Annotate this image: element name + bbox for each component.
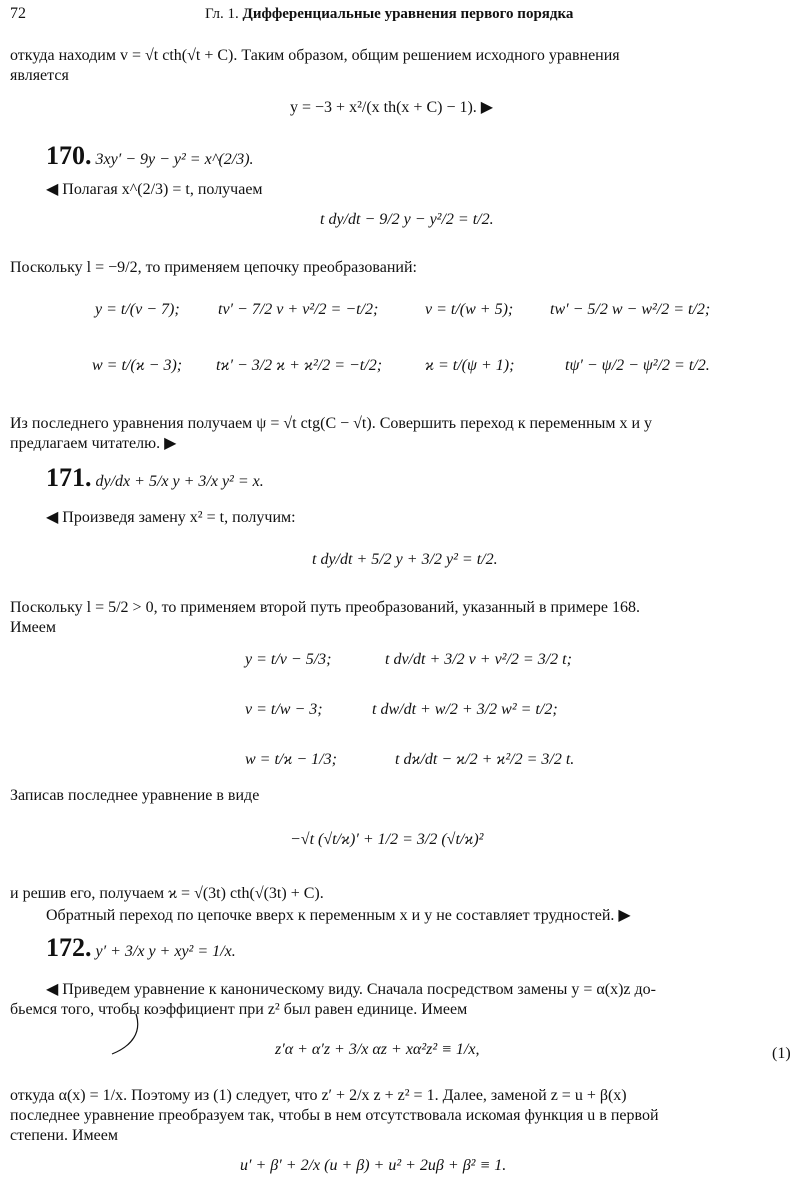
problem-172-number: 172. <box>46 933 92 962</box>
problem-171-number: 171. <box>46 463 92 492</box>
running-header <box>205 4 573 24</box>
problem-170-since: Поскольку l = −9/2, то применяем цепочку преобразований: <box>10 259 417 276</box>
problem-172-eq-1: z′α + α′z + 3/x αz + xα²z² ≡ 1/x, <box>275 1041 480 1058</box>
problem-170-result-2: предлагаем читателю. ▶ <box>10 435 177 452</box>
problem-171-have: Имеем <box>10 619 57 636</box>
problem-170-substitution: ◀ Полагая x^(2/3) = t, получаем <box>46 181 263 198</box>
problem-170-header <box>46 141 254 170</box>
chain-2-2: tϰ′ − 3/2 ϰ + ϰ²/2 = −t/2; <box>216 357 383 374</box>
problem-171-write: Записав последнее уравнение в виде <box>10 787 260 804</box>
general-solution: y = −3 + x²/(x th(x + C) − 1). ▶ <box>290 99 494 116</box>
problem-170-number: 170. <box>46 141 92 170</box>
margin-pencil-mark <box>108 1010 148 1060</box>
problem-171-header <box>46 463 264 492</box>
intro-line-2: является <box>10 67 69 84</box>
chain-1-1: y = t/(v − 7); <box>95 301 180 318</box>
page-number: 72 <box>10 5 26 22</box>
problem-171-solve: и решив его, получаем ϰ = √(3t) cth(√(3t) + C). <box>10 885 324 902</box>
chain-2-3: ϰ = t/(ψ + 1); <box>425 357 515 374</box>
system-left-1: y = t/v − 5/3; <box>245 651 332 668</box>
system-right-2: t dw/dt + w/2 + 3/2 w² = t/2; <box>372 701 558 718</box>
problem-172-equation: y′ + 3/x y + xy² = 1/x. <box>95 943 236 960</box>
problem-171-equation: dy/dx + 5/x y + 3/x y² = x. <box>95 473 264 490</box>
problem-172-from-2: последнее уравнение преобразуем так, чтобы в нем отсутствовала искомая функция u в первой <box>10 1107 659 1124</box>
intro-line-1: откуда находим v = √t cth(√t + C). Таким образом, общим решением исходного уравнения <box>10 47 620 64</box>
problem-170-equation-t: t dy/dt − 9/2 y − y²/2 = t/2. <box>320 211 494 228</box>
problem-171-form: −√t (√t/ϰ)′ + 1/2 = 3/2 (√t/ϰ)² <box>290 831 484 848</box>
chain-2-4: tψ′ − ψ/2 − ψ²/2 = t/2. <box>565 357 710 374</box>
problem-171-back: Обратный переход по цепочке вверх к переменным x и y не составляет трудностей. ▶ <box>46 907 631 924</box>
chain-2-1: w = t/(ϰ − 3); <box>92 357 183 374</box>
problem-172-header <box>46 933 236 962</box>
chapter-label: Гл. 1. <box>205 6 239 22</box>
chain-1-2: tv′ − 7/2 v + v²/2 = −t/2; <box>218 301 379 318</box>
problem-172-eq-2: u′ + β′ + 2/x (u + β) + u² + 2uβ + β² ≡ 1. <box>240 1157 507 1174</box>
chain-1-3: v = t/(w + 5); <box>425 301 514 318</box>
system-left-3: w = t/ϰ − 1/3; <box>245 751 337 768</box>
problem-172-from-1: откуда α(x) = 1/x. Поэтому из (1) следует, что z′ + 2/x z + z² = 1. Далее, заменой z = u + β(x) <box>10 1087 627 1104</box>
problem-171-substitution: ◀ Произведя замену x² = t, получим: <box>46 509 296 526</box>
problem-172-from-3: степени. Имеем <box>10 1127 118 1144</box>
chain-1-4: tw′ − 5/2 w − w²/2 = t/2; <box>550 301 711 318</box>
problem-170-equation: 3xy′ − 9y − y² = x^(2/3). <box>95 151 254 168</box>
chapter-title: Дифференциальные уравнения первого порядка <box>242 6 574 22</box>
system-right-1: t dv/dt + 3/2 v + v²/2 = 3/2 t; <box>385 651 572 668</box>
system-left-2: v = t/w − 3; <box>245 701 323 718</box>
problem-172-sub-1: ◀ Приведем уравнение к каноническому виду. Сначала посредством замены y = α(x)z до- <box>46 981 656 998</box>
problem-172-sub-2: бьемся того, чтобы коэффициент при z² был равен единице. Имеем <box>10 1001 468 1018</box>
system-right-3: t dϰ/dt − ϰ/2 + ϰ²/2 = 3/2 t. <box>395 751 575 768</box>
problem-171-equation-t: t dy/dt + 5/2 y + 3/2 y² = t/2. <box>312 551 498 568</box>
equation-tag-1: (1) <box>772 1045 791 1062</box>
problem-171-since: Поскольку l = 5/2 > 0, то применяем второй путь преобразований, указанный в примере 168. <box>10 599 640 616</box>
problem-170-result: Из последнего уравнения получаем ψ = √t ctg(C − √t). Совершить переход к переменным x и y <box>10 415 653 432</box>
